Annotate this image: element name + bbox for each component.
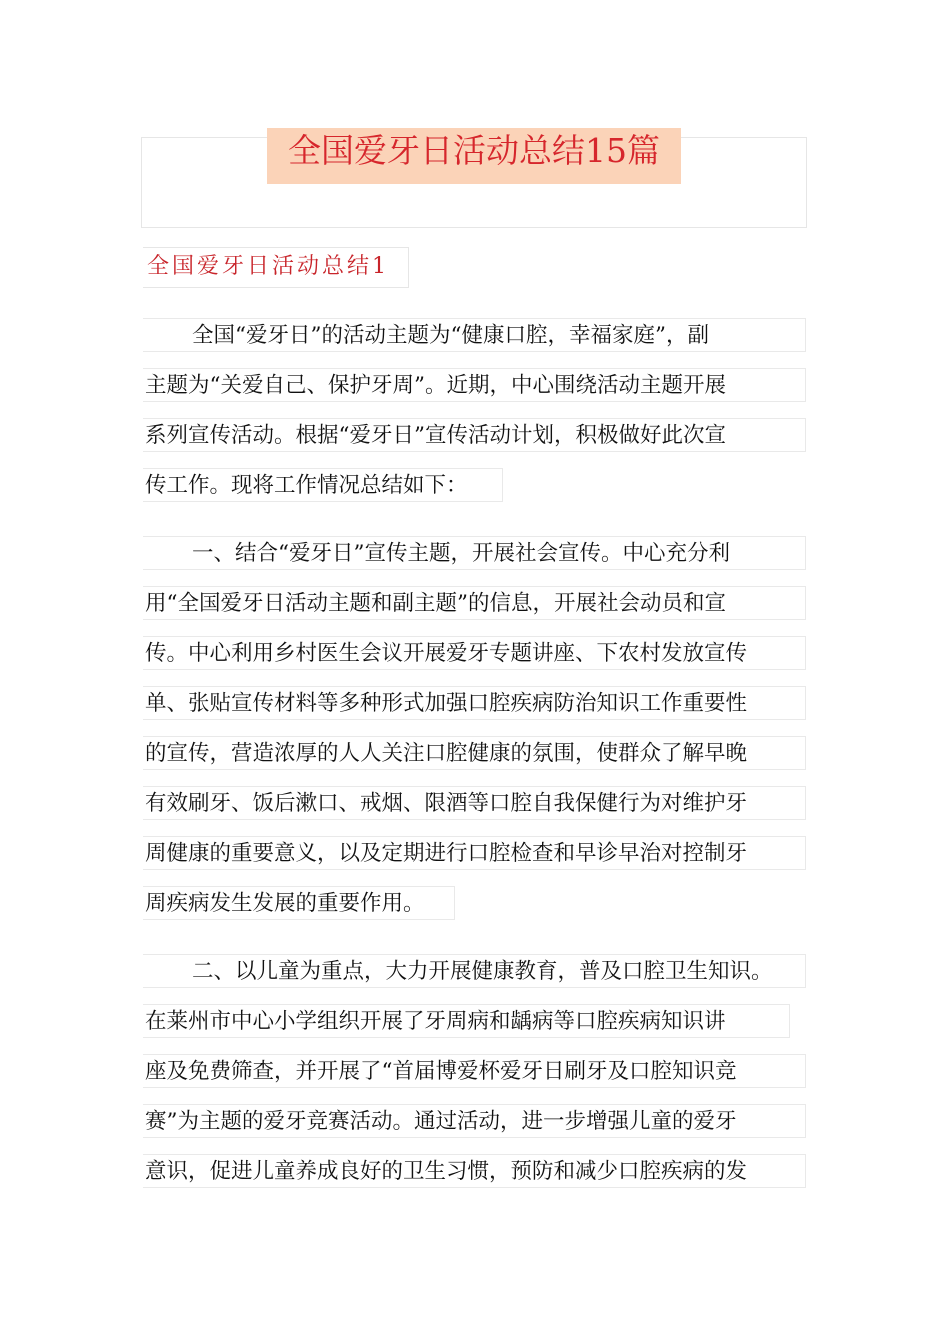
text-line: 全国“爱牙日”的活动主题为“健康口腔，幸福家庭”，副 (143, 318, 806, 352)
text-line: 传工作。现将工作情况总结如下： (143, 468, 503, 502)
section-heading: 全国爱牙日活动总结1 (143, 247, 409, 288)
document-title: 全国爱牙日活动总结15篇 (288, 131, 660, 170)
text-line: 一、结合“爱牙日”宣传主题，开展社会宣传。中心充分利 (143, 536, 806, 570)
text-line: 二、以儿童为重点，大力开展健康教育，普及口腔卫生知识。 (143, 954, 806, 988)
text-line: 系列宣传活动。根据“爱牙日”宣传活动计划，积极做好此次宣 (143, 418, 806, 452)
text-line: 在莱州市中心小学组织开展了牙周病和龋病等口腔疾病知识讲 (143, 1004, 790, 1038)
text-line: 有效刷牙、饭后漱口、戒烟、限酒等口腔自我保健行为对维护牙 (143, 786, 806, 820)
text-line: 的宣传，营造浓厚的人人关注口腔健康的氛围，使群众了解早晚 (143, 736, 806, 770)
text-line: 意识，促进儿童养成良好的卫生习惯，预防和减少口腔疾病的发 (143, 1154, 806, 1188)
text-line: 传。中心利用乡村医生会议开展爱牙专题讲座、下农村发放宣传 (143, 636, 806, 670)
text-line: 座及免费筛查，并开展了“首届博爱杯爱牙日刷牙及口腔知识竞 (143, 1054, 806, 1088)
text-line: 单、张贴宣传材料等多种形式加强口腔疾病防治知识工作重要性 (143, 686, 806, 720)
text-line: 赛”为主题的爱牙竞赛活动。通过活动，进一步增强儿童的爱牙 (143, 1104, 806, 1138)
text-line: 用“全国爱牙日活动主题和副主题”的信息，开展社会动员和宣 (143, 586, 806, 620)
text-line: 周健康的重要意义，以及定期进行口腔检查和早诊早治对控制牙 (143, 836, 806, 870)
text-line: 主题为“关爱自己、保护牙周”。近期，中心围绕活动主题开展 (143, 368, 806, 402)
text-line: 周疾病发生发展的重要作用。 (143, 886, 455, 920)
